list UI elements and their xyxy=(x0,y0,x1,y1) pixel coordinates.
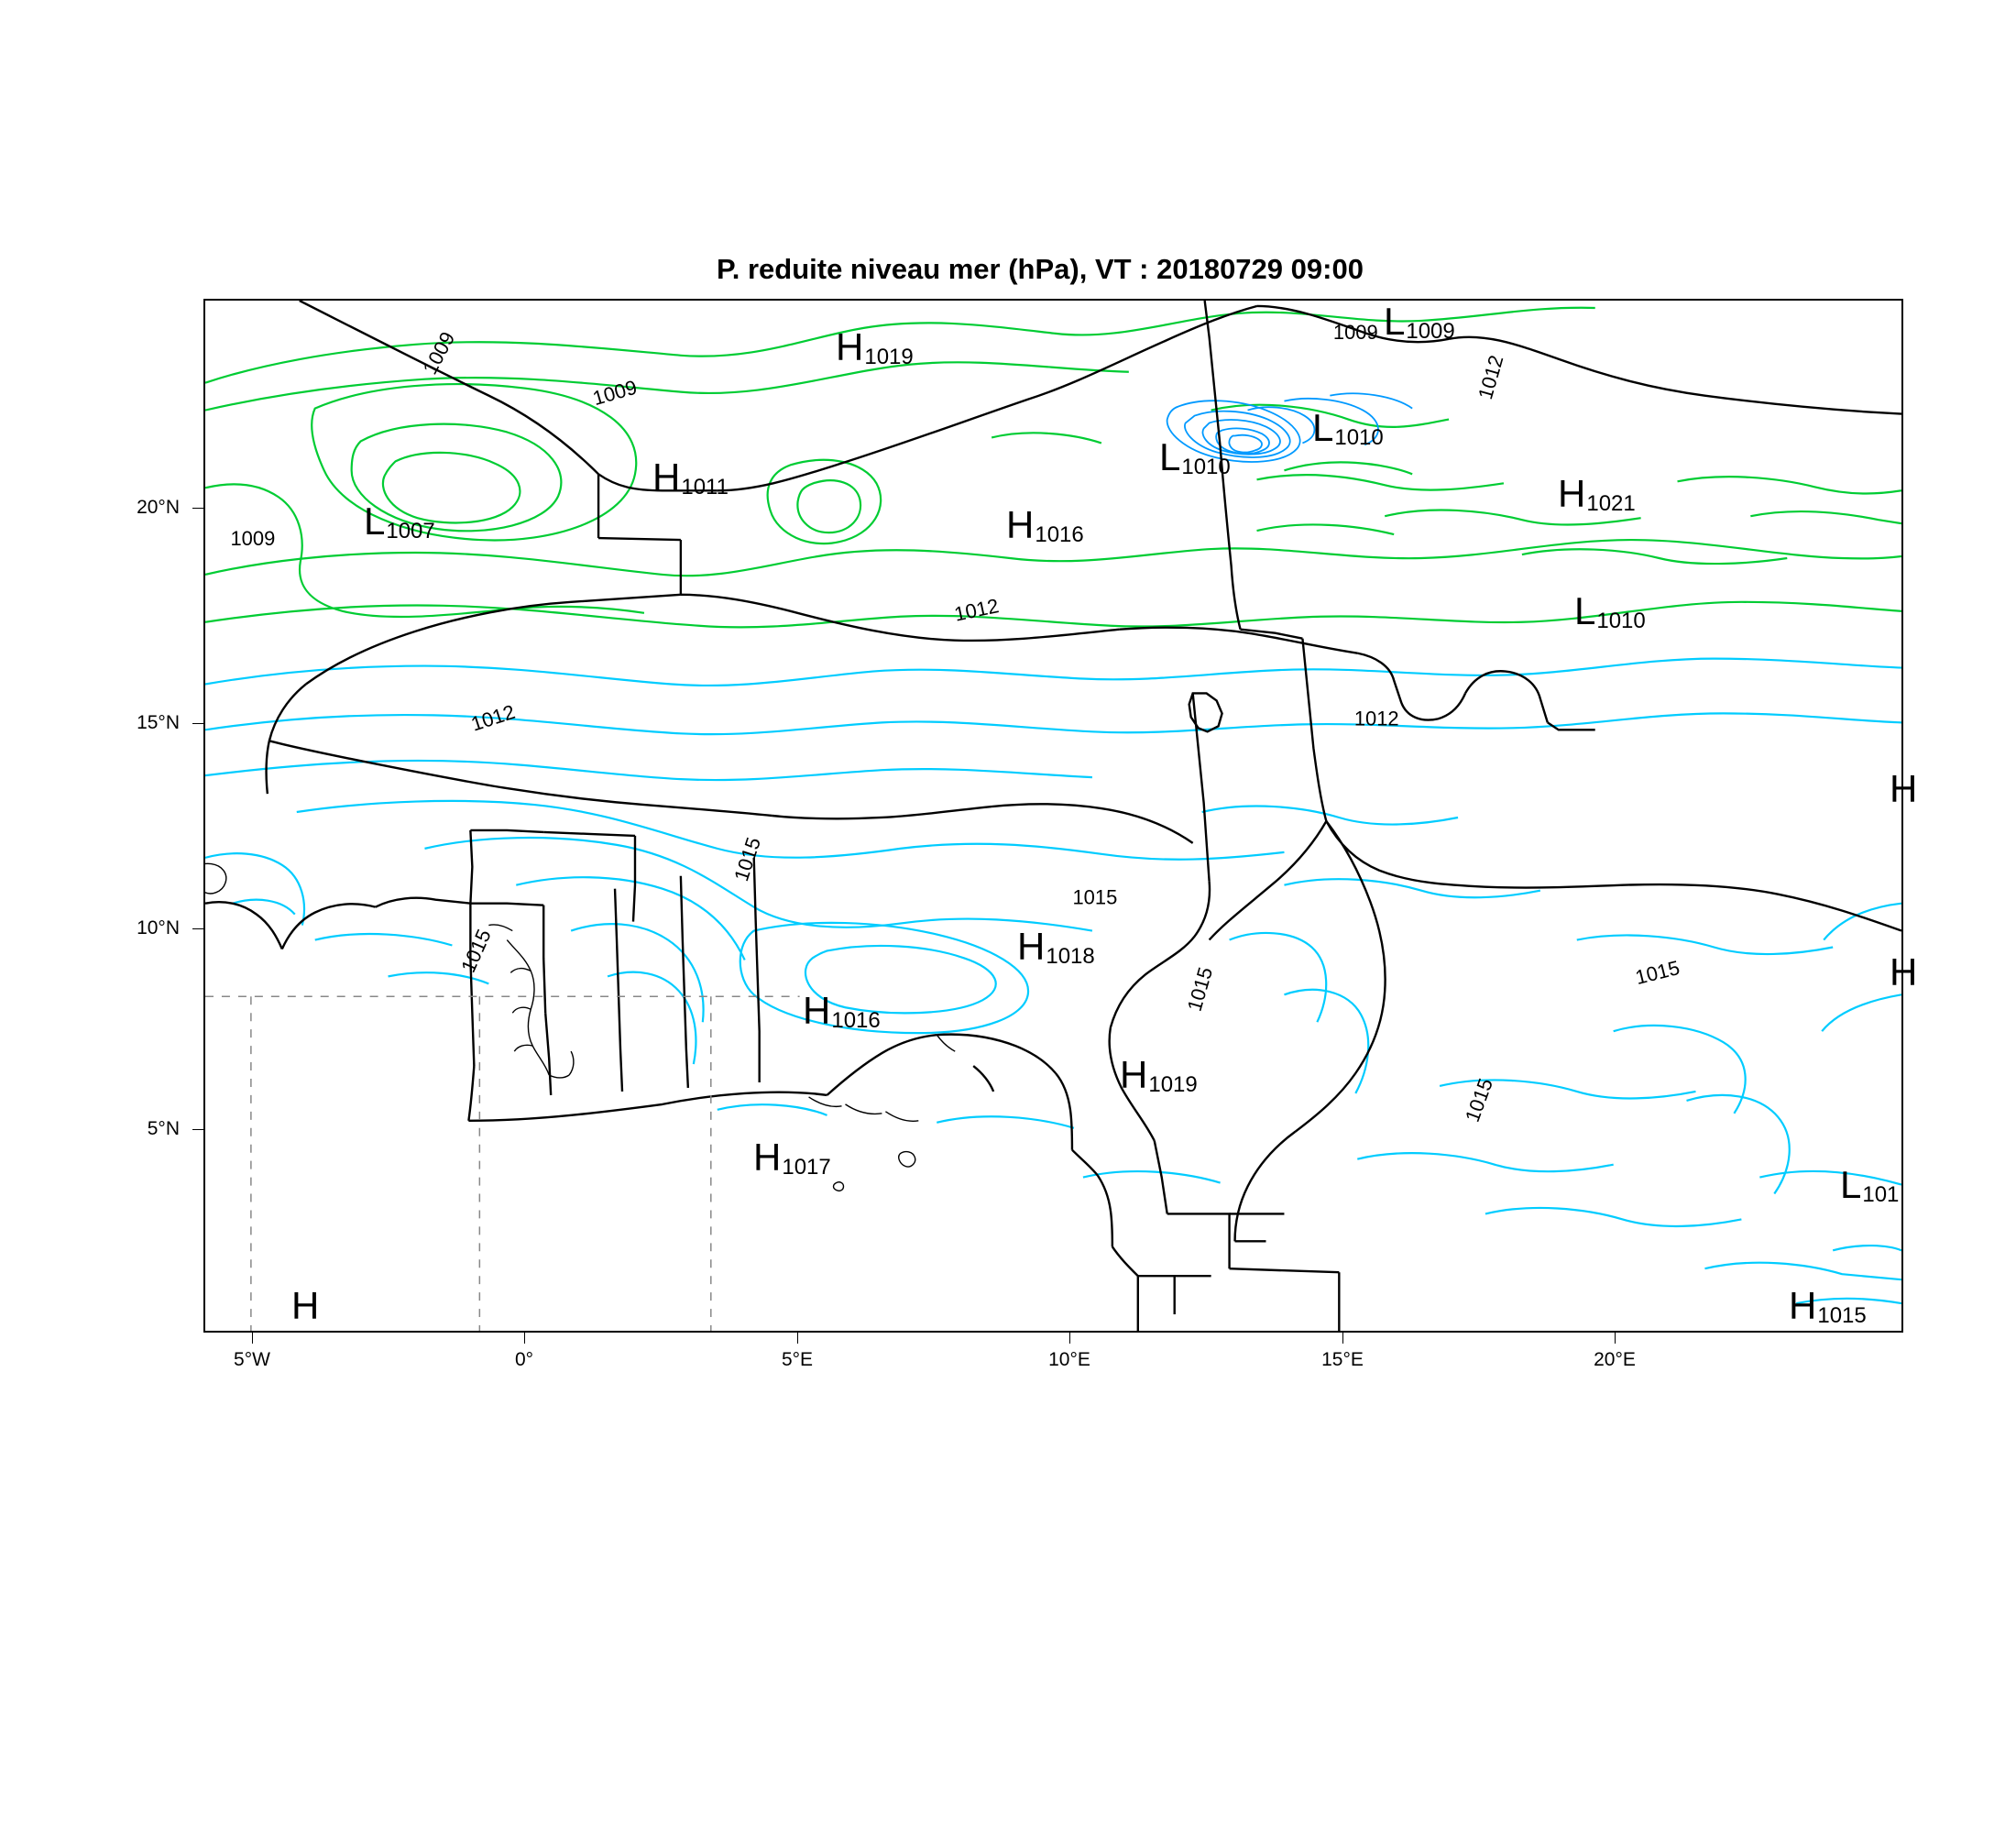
pressure-center-high xyxy=(803,989,881,1033)
low-value: 101 xyxy=(1862,1182,1900,1207)
pressure-center-low xyxy=(1574,589,1646,633)
pressure-center-high xyxy=(291,1284,320,1327)
high-value: 1017 xyxy=(782,1155,831,1180)
x-tick-label: 20°E xyxy=(1594,1349,1636,1370)
y-tick xyxy=(192,1129,203,1130)
pressure-center-low xyxy=(1312,406,1384,450)
y-tick-label: 5°N xyxy=(147,1118,180,1139)
pressure-center-high xyxy=(652,458,729,499)
pressure-center-high xyxy=(753,1138,831,1179)
pressure-center-low xyxy=(1384,302,1455,343)
y-tick xyxy=(192,723,203,724)
svg-text:1015: 1015 xyxy=(729,834,766,884)
x-tick-label: 10°E xyxy=(1048,1349,1090,1370)
svg-text:1015: 1015 xyxy=(1182,964,1218,1015)
high-value: 1018 xyxy=(1046,944,1095,969)
y-tick xyxy=(192,928,203,929)
graticule-dashed xyxy=(205,996,1901,1331)
high-glyph: H xyxy=(803,989,831,1032)
svg-text:1015: 1015 xyxy=(1460,1075,1498,1125)
pressure-center-high xyxy=(836,325,914,369)
svg-text:1012: 1012 xyxy=(1353,707,1399,730)
y-tick xyxy=(192,508,203,509)
high-glyph: H xyxy=(291,1284,320,1327)
low-value: 1009 xyxy=(1406,319,1455,344)
y-tick-label: 15°N xyxy=(137,712,180,733)
high-glyph: H xyxy=(1558,472,1586,515)
low-value: 1010 xyxy=(1334,425,1384,450)
x-tick-label: 15°E xyxy=(1321,1349,1364,1370)
x-tick-label: 5°E xyxy=(781,1349,814,1370)
low-glyph: L xyxy=(1574,589,1596,632)
low-glyph: L xyxy=(1312,406,1334,449)
pressure-center-high xyxy=(1890,950,1918,993)
x-tick xyxy=(1069,1333,1070,1344)
high-value: 1021 xyxy=(1586,491,1636,516)
high-glyph: H xyxy=(1789,1284,1817,1327)
svg-text:1009: 1009 xyxy=(418,327,460,379)
low-glyph: L xyxy=(1384,300,1406,343)
map-graphics xyxy=(205,301,1901,1331)
high-value: 1016 xyxy=(831,1008,881,1033)
chart-title-text: P. reduite niveau mer (hPa), VT : 20180729 09:00 xyxy=(717,253,1364,285)
pressure-center-high xyxy=(1120,1053,1198,1097)
high-value: 1016 xyxy=(1035,522,1084,547)
x-tick xyxy=(252,1333,253,1344)
pressure-center-high xyxy=(1789,1284,1867,1328)
pressure-center-low xyxy=(1840,1163,1900,1207)
coastlines-and-borders xyxy=(205,301,1901,1331)
svg-text:1009: 1009 xyxy=(590,375,640,411)
x-tick-label: 5°W xyxy=(234,1349,270,1370)
svg-text:1015: 1015 xyxy=(456,926,496,976)
svg-text:1012: 1012 xyxy=(467,699,519,736)
y-tick-label: 20°N xyxy=(137,497,180,518)
high-value: 1019 xyxy=(1148,1072,1198,1097)
high-glyph: H xyxy=(1890,767,1918,810)
low-value: 1010 xyxy=(1596,609,1646,633)
pressure-center-high xyxy=(1017,927,1095,968)
pressure-center-low xyxy=(1159,435,1231,479)
y-tick-label: 10°N xyxy=(137,917,180,938)
high-glyph: H xyxy=(1017,925,1046,968)
pressure-center-high xyxy=(1006,503,1084,547)
low-glyph: L xyxy=(1840,1163,1862,1206)
high-glyph: H xyxy=(652,456,681,499)
svg-text:1015: 1015 xyxy=(1072,885,1118,909)
svg-text:1015: 1015 xyxy=(1633,956,1682,990)
high-glyph: H xyxy=(1120,1053,1148,1096)
x-tick xyxy=(797,1333,798,1344)
svg-text:1012: 1012 xyxy=(952,594,1002,626)
svg-text:1009: 1009 xyxy=(1332,320,1378,344)
low-value: 1010 xyxy=(1181,455,1231,479)
svg-text:1012: 1012 xyxy=(1473,352,1508,402)
x-tick xyxy=(1615,1333,1616,1344)
x-tick-label: 0° xyxy=(514,1349,534,1370)
x-tick xyxy=(1342,1333,1343,1344)
pressure-center-high xyxy=(1890,767,1918,810)
high-value: 1015 xyxy=(1817,1303,1867,1328)
high-glyph: H xyxy=(753,1136,782,1179)
contour-lines-green xyxy=(205,308,1901,628)
page-title xyxy=(0,253,2016,286)
svg-text:1009: 1009 xyxy=(230,527,276,551)
high-glyph: H xyxy=(1006,503,1035,546)
low-glyph: L xyxy=(1159,435,1181,478)
low-glyph: L xyxy=(364,499,386,543)
x-tick xyxy=(524,1333,525,1344)
map-plot-area xyxy=(203,299,1903,1333)
pressure-center-high xyxy=(1558,472,1636,516)
high-value: 1011 xyxy=(681,475,729,499)
high-glyph: H xyxy=(836,325,864,368)
low-value: 1007 xyxy=(386,519,435,543)
pressure-center-low xyxy=(364,499,435,543)
high-value: 1019 xyxy=(864,345,914,369)
high-glyph: H xyxy=(1890,950,1918,993)
